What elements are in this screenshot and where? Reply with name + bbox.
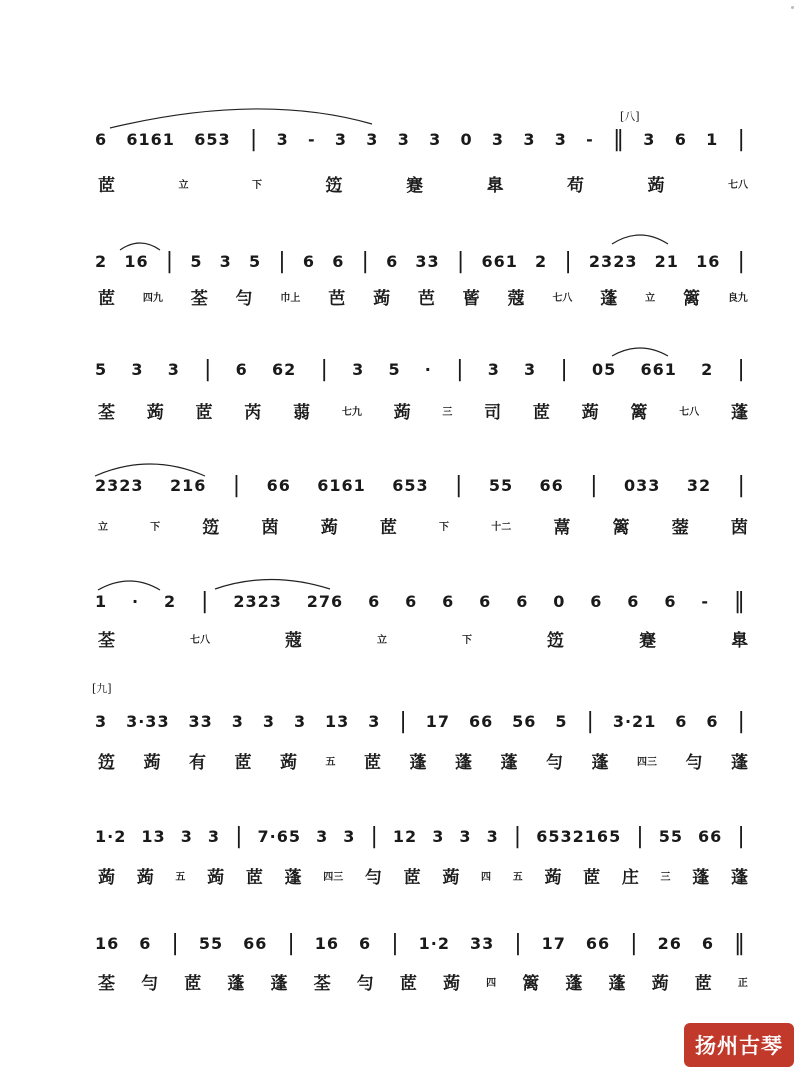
note: 2323 [95, 475, 144, 495]
jianzi-char: 下 [150, 521, 161, 533]
jianzi-char: 蹇 [406, 175, 423, 196]
note: 3 [523, 129, 536, 149]
jianzi-char: 勻 [141, 973, 159, 994]
section-mark-eight: [八] [620, 110, 640, 123]
jianzi-char: 蒚 [553, 517, 571, 538]
note: 3 [131, 359, 144, 379]
barline: | [204, 356, 212, 382]
barline: ‖ [613, 126, 625, 152]
jianzi-char: 正 [737, 977, 748, 989]
jianzi-char: 蓬 [731, 752, 748, 773]
note: 5 [388, 359, 401, 379]
note: 3 [459, 826, 472, 846]
barline: | [737, 823, 745, 849]
note: 3 [352, 359, 365, 379]
jianzi-char: 蒟 [320, 517, 338, 538]
jianzi-char: 蓬 [455, 752, 472, 773]
jianzi-char: 四九 [142, 292, 163, 304]
note: 6161 [126, 129, 175, 149]
jianzi-char: 荃 [190, 288, 208, 309]
jianzi-char: 蒟 [651, 973, 669, 994]
note: 3 [554, 129, 567, 149]
barline: | [287, 930, 295, 956]
note: - [701, 591, 709, 611]
jianzi-char: 芭 [328, 288, 346, 309]
jianzi-char: 蒟 [443, 973, 460, 994]
note: 3 [219, 251, 232, 271]
jianzi-char: 蓥 [671, 517, 689, 538]
jianzi-char: 蓬 [730, 402, 748, 423]
jianzi-char: 茝 [195, 402, 213, 423]
note: 6161 [317, 475, 366, 495]
note: 6 [516, 591, 529, 611]
jianzi-char: 蒟 [647, 175, 665, 196]
note: 6532165 [536, 826, 622, 846]
jianzi-char: 蹇 [639, 630, 656, 651]
jianzi-char: 七八 [728, 179, 748, 191]
note: 12 [392, 826, 418, 846]
note: 653 [392, 475, 429, 495]
jianzi-char: 三 [660, 871, 671, 883]
jianzi-char: 七八 [190, 634, 210, 646]
jianzi-char: 七八 [679, 406, 700, 418]
jianzi-char: 良九 [727, 292, 748, 304]
jianzi-char: 勻 [546, 752, 563, 773]
barline: | [361, 248, 369, 274]
jianzi-char: 蒟 [136, 867, 154, 888]
barline: | [560, 356, 568, 382]
jianzi-char: 笾 [202, 517, 220, 538]
barline: | [737, 356, 745, 382]
note: 0 [460, 129, 473, 149]
note: 66 [585, 933, 611, 953]
note: - [307, 129, 316, 149]
jianzi-char: 蓬 [608, 973, 626, 994]
jianzi-char: 篱 [682, 288, 700, 309]
slur [95, 464, 205, 476]
barline: | [737, 126, 745, 152]
jianzi-char: 有 [189, 752, 206, 773]
note: 26 [657, 933, 682, 953]
note: 6 [627, 591, 640, 611]
jianzi-char: 七九 [341, 406, 362, 418]
note: 0 [553, 591, 566, 611]
corner-dot [791, 6, 794, 9]
note: 66 [266, 475, 291, 495]
note: 1 [95, 591, 108, 611]
note: 3 [524, 359, 537, 379]
jianzi-char: 茝 [364, 752, 381, 773]
barline: | [201, 588, 209, 614]
jianzi-char: 四三 [323, 871, 344, 883]
jianzi-char: 蒟 [146, 402, 164, 423]
note: 56 [512, 711, 537, 731]
slur [98, 581, 160, 590]
note: 3 [491, 129, 505, 149]
note: 6 [302, 251, 316, 271]
note: · [132, 591, 140, 611]
note: 3 [293, 711, 307, 731]
note: 033 [624, 475, 661, 495]
note: · [424, 359, 432, 379]
note: 3 [316, 826, 329, 846]
jianzi-char: 五 [512, 871, 523, 883]
note: 6 [95, 129, 108, 149]
barline: | [391, 930, 399, 956]
jianzi-char: 茵 [261, 517, 279, 538]
jianzi-char: 蒟 [393, 402, 411, 423]
jianzi-char: 蓬 [409, 752, 427, 773]
barline: | [456, 248, 465, 274]
jianzi-char: 茵 [730, 517, 748, 538]
note: 3 [180, 826, 193, 846]
barline: | [630, 930, 638, 956]
barline: ‖ [734, 930, 745, 956]
barline: | [564, 248, 572, 274]
jianzi-char: 笾 [98, 752, 115, 773]
jianzi-char: 茝 [245, 867, 263, 888]
note: 2323 [588, 251, 638, 271]
note: 6 [332, 251, 345, 271]
note: 16 [95, 933, 120, 953]
note: 66 [468, 711, 494, 731]
note: 32 [686, 475, 712, 495]
note: 6 [442, 591, 455, 611]
note: 3 [432, 826, 445, 846]
jianzi-char: 勻 [235, 288, 253, 309]
note: 33 [469, 933, 495, 953]
note: 6 [139, 933, 152, 953]
note: 3 [276, 129, 289, 149]
slur [110, 109, 372, 128]
jianzi-char: 蒈 [462, 288, 480, 309]
jianzi-char: 蓬 [600, 288, 618, 309]
note: 653 [194, 129, 231, 149]
note: 6 [386, 251, 399, 271]
note: 13 [325, 711, 350, 731]
note: 6 [590, 591, 603, 611]
jianzi-char: 蔻 [507, 288, 525, 309]
jianzi-char: 四 [481, 871, 492, 883]
jianzi-char: 茝 [583, 867, 601, 888]
note: 7·65 [257, 826, 302, 846]
jianzi-char: 七八 [552, 292, 573, 304]
jianzi-char: 蒟 [581, 402, 599, 423]
note: 3 [167, 359, 180, 379]
jianzi-char: 茝 [98, 288, 115, 309]
jianzi-char: 苟 [567, 175, 584, 196]
note: 6 [675, 711, 688, 731]
jianzi-char: 蒟 [207, 867, 225, 888]
note: 3 [368, 711, 381, 731]
jianzi-char: 茝 [234, 752, 252, 773]
barline: | [165, 248, 174, 274]
jianzi-char: 下 [462, 634, 472, 646]
barline: | [399, 708, 407, 734]
jianzi-char: 茝 [694, 973, 712, 994]
note: 13 [141, 826, 166, 846]
section-mark-nine: [九] [92, 682, 112, 695]
jianzi-char: 蒟 [373, 288, 391, 309]
jianzi-char: 茝 [399, 973, 417, 994]
note: 2323 [233, 591, 282, 611]
barline: | [456, 356, 464, 382]
note: 2 [164, 591, 177, 611]
note: 16 [124, 251, 149, 271]
note: 1·2 [95, 826, 127, 846]
note: 66 [539, 475, 564, 495]
note: 216 [169, 475, 207, 495]
note: 3·21 [612, 711, 657, 731]
jianzi-char: 茝 [403, 867, 421, 888]
note: 3 [487, 359, 500, 379]
slur [612, 348, 668, 356]
jianzi-char: 蒟 [98, 867, 115, 888]
note: 3·33 [126, 711, 170, 731]
jianzi-char: 勻 [685, 752, 703, 773]
note: 6 [479, 591, 492, 611]
jianzi-char: 笾 [547, 630, 564, 651]
jianzi-char: 蒟 [544, 867, 562, 888]
barline: | [514, 930, 522, 956]
note: 3 [334, 129, 348, 149]
jianzi-char: 勻 [364, 867, 382, 888]
jianzi-char: 三 [442, 406, 453, 418]
barline: | [249, 126, 258, 152]
jianzi-char: 庄 [621, 867, 639, 888]
jianzi-char: 立 [178, 179, 189, 191]
note: 5 [555, 711, 568, 731]
barline: | [586, 708, 594, 734]
note: 17 [425, 711, 450, 731]
note: 6 [235, 359, 248, 379]
barline: | [455, 472, 463, 498]
note: 5 [190, 251, 203, 271]
note: 6 [701, 933, 714, 953]
jianzi-char: 蓬 [270, 973, 288, 994]
jianzi-char: 蓬 [692, 867, 710, 888]
note: 5 [95, 359, 108, 379]
note: 3 [429, 129, 442, 149]
note: 3 [486, 826, 499, 846]
slur [120, 243, 160, 250]
note: 3 [231, 711, 244, 731]
note: 6 [664, 591, 677, 611]
jianzi-char: 蓬 [730, 867, 748, 888]
slur [612, 235, 668, 244]
note: 2 [95, 251, 108, 271]
barline: | [737, 472, 745, 498]
jianzi-char: 五 [325, 756, 336, 768]
jianzi-char: 臯 [486, 175, 504, 196]
note: 6 [368, 591, 381, 611]
barline: | [320, 356, 328, 382]
jianzi-char: 荃 [98, 630, 115, 651]
barline: ‖ [733, 588, 745, 614]
note: 33 [415, 251, 440, 271]
note: 3 [397, 129, 410, 149]
note: 16 [696, 251, 721, 271]
note: 3 [643, 129, 656, 149]
jianzi-char: 茝 [184, 973, 202, 994]
barline: | [513, 823, 522, 849]
note: - [586, 129, 594, 149]
jianzi-char: 荃 [98, 973, 115, 994]
note: 2 [535, 251, 548, 271]
barline: | [171, 930, 179, 956]
jianzi-char: 勻 [356, 973, 374, 994]
note: 276 [306, 591, 344, 611]
jianzi-char: 篱 [630, 402, 648, 423]
note: 2 [701, 359, 714, 379]
watermark-badge: 扬州古琴 [684, 1023, 794, 1067]
note: 55 [488, 475, 514, 495]
note: 55 [658, 826, 683, 846]
note: 33 [188, 711, 213, 731]
jianzi-char: 荃 [98, 402, 115, 423]
note: 6 [674, 129, 687, 149]
jianzi-char: 四三 [637, 756, 657, 768]
note: 16 [314, 933, 340, 953]
jianzi-char: 司 [484, 402, 502, 423]
barline: | [636, 823, 644, 849]
barline: | [235, 823, 243, 849]
jianzi-char: 十二 [491, 521, 512, 533]
note: 55 [198, 933, 224, 953]
note: 3 [95, 711, 108, 731]
jianzi-char: 五 [175, 871, 186, 883]
jianzi-char: 蓬 [565, 973, 583, 994]
note: 3 [207, 826, 221, 846]
note: 6 [359, 933, 372, 953]
barline: | [232, 472, 241, 498]
jianzi-char: 立 [377, 634, 387, 646]
jianzi-char: 蔻 [285, 630, 302, 651]
jianzi-char: 茝 [532, 402, 550, 423]
note: 66 [243, 933, 268, 953]
note: 1 [706, 129, 719, 149]
note: 62 [272, 359, 297, 379]
jianzi-char: 下 [439, 521, 450, 533]
jianzi-char: 立 [98, 521, 108, 533]
note: 6 [405, 591, 418, 611]
note: 3 [262, 711, 275, 731]
note: 66 [698, 826, 723, 846]
note: 17 [541, 933, 566, 953]
jianzi-char: 臯 [731, 630, 748, 651]
jianzi-char: 蒻 [293, 402, 311, 423]
jianzi-char: 茝 [379, 517, 397, 538]
barline: | [737, 708, 745, 734]
barline: | [278, 248, 286, 274]
jianzi-char: 蓬 [591, 752, 609, 773]
jianzi-char: 蓬 [500, 752, 518, 773]
barline: | [590, 472, 598, 498]
note: 6 [706, 711, 719, 731]
note: 661 [640, 359, 677, 379]
jianzi-char: 芮 [244, 402, 262, 423]
jianzi-char: 下 [252, 179, 262, 191]
note: 21 [654, 251, 679, 271]
jianzi-char: 荃 [313, 973, 331, 994]
jianzi-char: 篱 [522, 973, 540, 994]
slur [215, 580, 330, 590]
jianzi-char: 篱 [612, 517, 630, 538]
jianzi-char: 蒟 [280, 752, 297, 773]
jianzi-char: 四 [486, 977, 497, 989]
note: 05 [592, 359, 617, 379]
note: 1·2 [418, 933, 450, 953]
jianzi-char: 蒟 [442, 867, 460, 888]
jianzi-char: 蒟 [143, 752, 161, 773]
note: 3 [366, 129, 379, 149]
jianzi-char: 芭 [417, 288, 435, 309]
jianzi-char: 立 [645, 292, 656, 304]
barline: | [370, 823, 378, 849]
barline: | [737, 248, 745, 274]
jianzi-char: 巾上 [280, 292, 301, 304]
note: 661 [481, 251, 518, 271]
jianzi-char: 蓬 [284, 867, 302, 888]
note: 5 [248, 251, 262, 271]
jianzi-char: 蓬 [227, 973, 245, 994]
note: 3 [343, 826, 356, 846]
jianzi-char: 茝 [98, 175, 115, 196]
jianzi-char: 笾 [325, 175, 343, 196]
